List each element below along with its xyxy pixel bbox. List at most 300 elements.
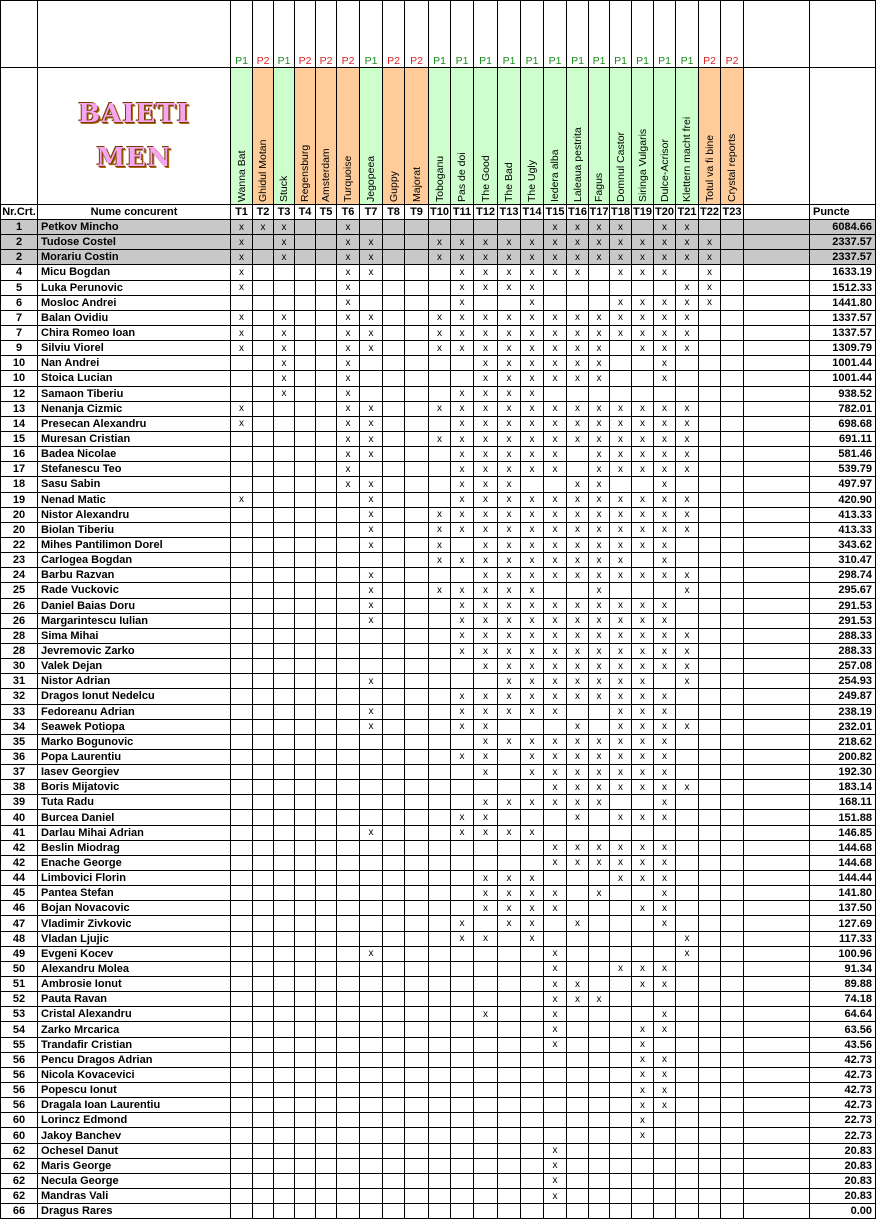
track-mark [721,961,744,976]
track-mark [544,386,567,401]
track-mark [721,719,744,734]
empty-col-a [744,401,810,416]
empty-col-a [744,674,810,689]
track-mark [521,1022,544,1037]
track-mark [274,719,295,734]
track-mark [721,946,744,961]
track-mark [721,901,744,916]
track-mark [721,916,744,931]
track-mark: x [474,250,498,265]
track-mark [699,1128,721,1143]
competitor-name: Rade Vuckovic [38,583,231,598]
track-mark [567,1143,589,1158]
points-value: 141.80 [810,886,876,901]
track-mark [721,522,744,537]
track-mark [383,992,405,1007]
track-mark: x [360,507,383,522]
track-mark [721,553,744,568]
track-mark [253,977,274,992]
track-mark: x [610,643,632,658]
points-value: 144.68 [810,855,876,870]
rank: 36 [1,749,38,764]
track-mark [253,840,274,855]
track-mark [721,886,744,901]
track-mark: x [451,477,474,492]
track-mark [405,719,429,734]
track-mark [316,613,337,628]
track-name: Siringa Vulgaris [636,128,649,202]
track-mark: x [360,250,383,265]
empty-col-a [744,961,810,976]
track-mark: x [610,734,632,749]
track-mark [567,1158,589,1173]
track-mark [316,628,337,643]
rank: 60 [1,1113,38,1128]
track-mark [360,1007,383,1022]
track-mark: x [451,462,474,477]
track-mark [567,961,589,976]
track-mark [274,280,295,295]
track-mark [274,780,295,795]
track-mark: x [474,477,498,492]
rank: 60 [1,1128,38,1143]
track-mark [231,477,253,492]
track-mark [253,1083,274,1098]
track-mark: x [676,583,699,598]
track-mark [360,1113,383,1128]
track-mark [383,598,405,613]
track-mark [231,568,253,583]
track-mark [274,265,295,280]
track-mark [253,250,274,265]
track-mark [231,507,253,522]
track-mark: x [521,643,544,658]
track-mark: x [589,749,610,764]
rank: 5 [1,280,38,295]
track-mark [295,659,316,674]
track-mark: x [474,931,498,946]
track-mark [610,886,632,901]
track-mark [405,825,429,840]
track-mark: x [274,341,295,356]
track-mark: x [567,507,589,522]
track-mark [405,1052,429,1067]
track-mark [337,719,360,734]
table-row [1,901,876,916]
track-mark: x [498,825,521,840]
points-value: 343.62 [810,537,876,552]
rank: 33 [1,704,38,719]
track-mark: x [610,628,632,643]
track-mark: x [589,992,610,1007]
track-mark: x [544,522,567,537]
track-mark [589,931,610,946]
track-mark: x [654,780,676,795]
track-mark: x [632,1113,654,1128]
track-mark: x [544,749,567,764]
rank: 7 [1,325,38,340]
track-mark: x [567,371,589,386]
track-mark: x [337,280,360,295]
track-mark [721,310,744,325]
track-mark [521,1007,544,1022]
track-mark: x [231,250,253,265]
track-mark [498,1098,521,1113]
track-mark: x [589,765,610,780]
points-value: 288.33 [810,628,876,643]
track-mark [567,871,589,886]
track-mark: x [610,250,632,265]
track-mark: x [654,431,676,446]
track-mark [295,674,316,689]
track-mark [383,1189,405,1204]
track-mark: x [610,765,632,780]
track-mark [253,704,274,719]
track-mark [295,477,316,492]
track-code-17: T17 [589,206,609,218]
track-mark [231,734,253,749]
track-mark: x [544,613,567,628]
track-mark [295,341,316,356]
track-mark: x [632,659,654,674]
track-mark: x [610,553,632,568]
track-mark [231,719,253,734]
track-mark: x [610,462,632,477]
track-mark [699,522,721,537]
track-phase-14: P1 [521,1,544,68]
track-mark [721,871,744,886]
track-mark: x [676,568,699,583]
track-mark: x [676,325,699,340]
rank: 35 [1,734,38,749]
track-mark [316,447,337,462]
track-mark: x [632,961,654,976]
track-mark: x [544,416,567,431]
track-mark [721,220,744,235]
competitor-name: Dragos Ionut Nedelcu [38,689,231,704]
track-mark [429,1189,451,1204]
track-mark [699,431,721,446]
track-mark [498,719,521,734]
track-mark [451,795,474,810]
track-mark [610,992,632,1007]
track-mark [274,1128,295,1143]
table-row [1,659,876,674]
track-mark: x [337,310,360,325]
track-mark [632,280,654,295]
track-mark [383,447,405,462]
track-mark [295,961,316,976]
track-mark [360,280,383,295]
track-mark [316,462,337,477]
table-row [1,280,876,295]
track-mark [405,659,429,674]
track-mark [676,553,699,568]
track-mark: x [451,341,474,356]
track-mark: x [654,477,676,492]
track-mark [295,325,316,340]
table-row [1,250,876,265]
track-mark [383,371,405,386]
rank: 62 [1,1173,38,1188]
empty-col-a [744,992,810,1007]
track-mark [632,553,654,568]
track-mark: x [676,220,699,235]
track-mark [451,1158,474,1173]
track-mark [632,916,654,931]
track-mark [498,295,521,310]
track-mark [721,795,744,810]
track-mark: x [589,341,610,356]
track-mark [474,1098,498,1113]
track-phase-18: P1 [610,1,632,68]
track-mark [676,689,699,704]
track-mark [337,810,360,825]
track-mark: x [474,568,498,583]
track-mark [676,961,699,976]
track-mark [337,674,360,689]
track-mark [295,492,316,507]
track-mark [405,507,429,522]
track-mark [676,371,699,386]
empty-col-a [744,371,810,386]
competitor-name: Ochesel Danut [38,1143,231,1158]
track-mark [405,810,429,825]
track-mark [337,537,360,552]
track-mark: x [610,416,632,431]
track-mark [405,583,429,598]
track-mark [316,568,337,583]
track-mark: x [676,719,699,734]
track-mark [589,1098,610,1113]
track-mark [274,1083,295,1098]
track-mark [610,1098,632,1113]
track-code-7: T7 [360,205,383,220]
track-mark [337,977,360,992]
track-mark [337,553,360,568]
track-mark: x [451,583,474,598]
track-mark: x [654,613,676,628]
track-mark [429,1067,451,1082]
track-mark [521,840,544,855]
track-mark [253,1128,274,1143]
track-mark [699,325,721,340]
track-code-15: T15 [544,205,567,220]
track-mark [253,992,274,1007]
competitor-name: Cristal Alexandru [38,1007,231,1022]
track-mark [253,1189,274,1204]
track-mark [316,992,337,1007]
track-mark [316,553,337,568]
track-mark [610,280,632,295]
track-mark: x [589,310,610,325]
track-mark: x [589,583,610,598]
rank: 34 [1,719,38,734]
track-mark: x [474,522,498,537]
track-mark: x [231,492,253,507]
track-mark [429,295,451,310]
track-mark: x [567,659,589,674]
track-mark [337,886,360,901]
track-mark [274,1158,295,1173]
track-mark [295,280,316,295]
track-mark [544,1052,567,1067]
rank: 66 [1,1204,38,1219]
track-mark: x [544,765,567,780]
empty-col-a [744,1007,810,1022]
track-mark [316,689,337,704]
track-mark [253,1052,274,1067]
points-value: 291.53 [810,598,876,613]
table-row [1,583,876,598]
rank: 20 [1,507,38,522]
track-mark [383,704,405,719]
track-mark: x [451,522,474,537]
track-name: Turquoise [342,155,354,202]
track-mark [721,492,744,507]
track-mark [405,1128,429,1143]
competitor-name: Mosloc Andrei [38,295,231,310]
track-mark [231,992,253,1007]
track-mark [567,295,589,310]
track-mark [721,401,744,416]
track-mark [610,1067,632,1082]
track-mark [721,674,744,689]
track-mark [274,401,295,416]
empty-col-a [744,1037,810,1052]
track-mark [405,613,429,628]
track-mark: x [498,356,521,371]
table-row [1,886,876,901]
track-mark: x [474,583,498,598]
rank: 62 [1,1158,38,1173]
track-mark [337,1173,360,1188]
track-mark [360,1098,383,1113]
points-value: 6084.66 [810,220,876,235]
rank: 23 [1,553,38,568]
track-mark [721,1204,744,1219]
track-mark: x [429,507,451,522]
track-mark [253,537,274,552]
track-mark: x [567,765,589,780]
track-mark [429,462,451,477]
empty-col-a [744,780,810,795]
track-mark [316,1173,337,1188]
track-mark [632,477,654,492]
empty-col-a [744,613,810,628]
track-mark [383,674,405,689]
track-mark: x [699,265,721,280]
track-mark [699,886,721,901]
track-mark [405,1204,429,1219]
track-mark [316,977,337,992]
track-mark [498,992,521,1007]
track-mark: x [474,1007,498,1022]
empty-col-a [744,507,810,522]
track-mark [654,1113,676,1128]
track-mark: x [498,886,521,901]
track-mark: x [474,598,498,613]
track-mark [405,447,429,462]
track-mark [405,734,429,749]
track-mark [429,704,451,719]
track-mark: x [654,1052,676,1067]
track-mark [610,1083,632,1098]
track-mark [295,447,316,462]
track-mark [676,1022,699,1037]
track-mark [699,416,721,431]
track-mark [337,613,360,628]
track-mark [253,659,274,674]
track-code-13: T13 [498,205,521,220]
track-mark [498,840,521,855]
track-mark: x [676,628,699,643]
competitor-name: Marko Bogunovic [38,734,231,749]
track-mark [316,961,337,976]
track-mark [337,568,360,583]
track-mark: x [632,462,654,477]
track-mark: x [360,719,383,734]
track-mark [316,341,337,356]
rank: 56 [1,1083,38,1098]
track-mark [253,522,274,537]
track-mark: x [474,416,498,431]
track-mark [589,1128,610,1143]
table-row [1,765,876,780]
points-value: 200.82 [810,749,876,764]
track-mark: x [498,522,521,537]
track-mark [474,961,498,976]
rank: 39 [1,795,38,810]
track-mark: x [632,1022,654,1037]
track-name: Laleaua pestrita [571,127,584,202]
track-mark [231,1067,253,1082]
track-mark [316,1128,337,1143]
track-mark: x [632,1098,654,1113]
table-row [1,401,876,416]
track-mark [699,961,721,976]
track-mark [721,1113,744,1128]
table-row [1,235,876,250]
track-name: Toboganu [433,155,446,202]
track-mark [360,871,383,886]
track-mark [676,749,699,764]
table-row [1,674,876,689]
track-mark [676,1007,699,1022]
track-mark [451,1067,474,1082]
track-mark [274,749,295,764]
track-mark: x [589,401,610,416]
track-mark [383,1158,405,1173]
track-mark [316,719,337,734]
track-mark [699,643,721,658]
track-mark [610,1143,632,1158]
track-mark: x [567,416,589,431]
track-mark [383,946,405,961]
track-mark: x [654,522,676,537]
track-mark [610,1158,632,1173]
track-mark [405,1158,429,1173]
rank: 52 [1,992,38,1007]
track-mark: x [498,310,521,325]
empty-col-a [744,1098,810,1113]
track-mark: x [360,477,383,492]
points-value: 22.73 [810,1128,876,1143]
track-mark: x [544,235,567,250]
track-phase-15: P1 [544,1,567,68]
track-mark: x [654,265,676,280]
track-mark [383,780,405,795]
